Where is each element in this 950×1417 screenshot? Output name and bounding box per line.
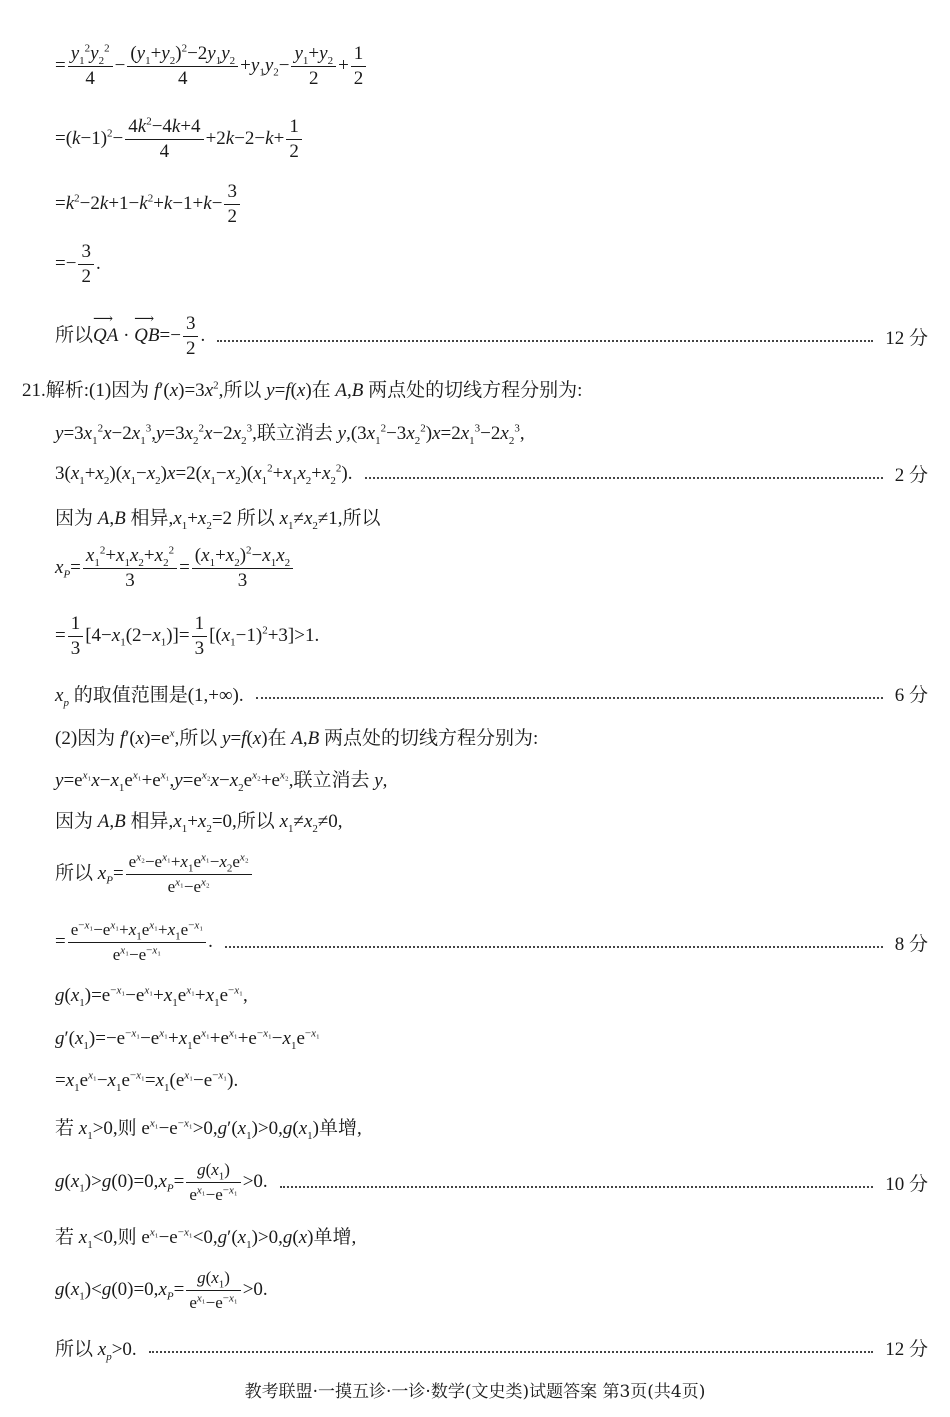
text-line-15: 因为 A,B 相异$,x_1+x_2=0$,所以 $x_1\ne x_2\ne 0$,: [55, 811, 343, 835]
text-line-23: 若 $x_1<0$,则 $e^{x_1}-e^{-x_1}<0,g'(x_1)>0,g(x)$单增,: [55, 1226, 357, 1251]
formula-line-4: =− $\frac{3}{2}$ .: [55, 241, 101, 287]
conclusion-qa-qb: 所以⟶ QA · ⟶ QB=− $\frac{3}{2}$ .: [55, 312, 205, 361]
formula-line-18: $g(x_1)=e^{-x_1}-e^{x_1}+x_1e^{x_1}+x_1e^{-x_1}$,: [55, 984, 248, 1009]
score-label: 12 分: [885, 328, 928, 349]
dotted-leader: [225, 946, 883, 948]
formula-line-19: $g'(x_1)=-e^{-x_1}-e^{x_1}+x_1e^{x_1}+e^{x_1}+e^{-x_1}-x_1e^{-x_1}$: [55, 1027, 320, 1052]
formula-line-20: $=x_1e^{x_1}-x_1e^{-x_1}=x_1(e^{x_1}-e^{-x_1})$.: [55, 1069, 239, 1094]
dotted-leader: [280, 1186, 874, 1188]
formula-line-7: $y=3x_1^2x-2x_1^3,y=3x_2^2x-2x_2^3$,联立消去 $y,(3x_1^2-3x_2^2)x=2x_1^3-2x_2^3$,: [55, 422, 525, 447]
text-line-21: 若 $x_1>0$,则 $e^{x_1}-e^{-x_1}>0,g'(x_1)>0,g(x_1)$单增,: [55, 1117, 362, 1142]
formula-line-24: $g(x_1)<g(0)=0,x_P=$ $\frac{g(x_1)}{e^{x_1}-e^{-x_1}}$ >0.: [55, 1268, 268, 1312]
text-line-13: (2)因为 $f'(x)=e^x$,所以 y=f(x)在 A,B 两点处的切线方程分别为:: [55, 727, 539, 749]
dotted-leader: [256, 697, 883, 699]
formula-line-1: = $\frac{y_1^2y_2^2}{4}$ − $\frac{(y_1+y_2)^2-2y_1y_2}{4}$ $+y_1y_2-$ $\frac{y_1+y_2}{2}$ + $\frac{1}{2}$: [55, 42, 368, 91]
score-label: 6 分: [894, 685, 928, 706]
question-21-heading: 21.解析:(1)因为 $f'(x)=3x^2$,所以 y=f(x)在 A,B 两点处的切线方程分别为:: [22, 379, 583, 401]
text-line-9: 因为 A,B 相异$,x_1+x_2=2$ 所以 $x_1\ne x_2\ne 1$,所以: [55, 508, 381, 532]
score-line-12b: 所以 $x_p>0$. 12 分: [55, 1334, 928, 1361]
formula-line-11: = $\frac{1}{3}$ $[4-x_1(2-x_1)]=$ $\frac{1}{3}$ $[(x_1-1)^2+3]>1$.: [55, 613, 320, 659]
score-line-10: $g(x_1)>g(0)=0,x_P=$ $\frac{g(x_1)}{e^{x_1}-e^{-x_1}}$ >0. 10 分: [55, 1160, 928, 1204]
score-line-2: $3(x_1+x_2)(x_1-x_2)x=2(x_1-x_2)(x_1^2+x_1x_2+x_2^2)$. 2 分: [55, 460, 928, 487]
dotted-leader: [149, 1351, 874, 1353]
formula-line-10: $x_P=$ $\frac{x_1^2+x_1x_2+x_2^2}{3}$ = $\frac{(x_1+x_2)^2-x_1x_2}{3}$: [55, 544, 295, 593]
page-footer: 教考联盟·一摸五诊·一诊·数学(文史类)试题答案 第3页(共4页): [244, 1382, 706, 1402]
formula-line-3: $=k^2-2k+1-k^2+k-1+k-$ $\frac{3}{2}$: [55, 180, 242, 229]
score-line-8: = $\frac{e^{-x_1}-e^{x_1}+x_1e^{x_1}+x_1e^{-x_1}}{e^{x_1}-e^{-x_1}}$ . 8 分: [55, 919, 928, 964]
score-label: 2 分: [894, 465, 928, 486]
formula-line-14: $y=e^{x_1}x-x_1e^{x_1}+e^{x_1},y=e^{x_2}x-x_2e^{x_2}+e^{x_2}$,联立消去 y,: [55, 769, 388, 794]
score-label: 12 分: [885, 1339, 928, 1360]
dotted-leader: [217, 340, 873, 342]
score-line-6: $x_p$ 的取值范围是(1,+∞). 6 分: [55, 680, 928, 707]
score-label: 10 分: [885, 1174, 928, 1195]
score-line-12a: [55, 312, 928, 361]
formula-line-16: 所以 $x_P=$ $\frac{e^{x_2}-e^{x_1}+x_1e^{x_1}-x_2e^{x_2}}{e^{x_1}-e^{x_2}}$: [55, 850, 254, 899]
score-label: 8 分: [894, 934, 928, 955]
formula-line-2: $=(k-1)^2-$ $\frac{4k^2-4k+4}{4}$ +2k−2−k+ $\frac{1}{2}$: [55, 115, 304, 164]
dotted-leader: [365, 477, 883, 479]
